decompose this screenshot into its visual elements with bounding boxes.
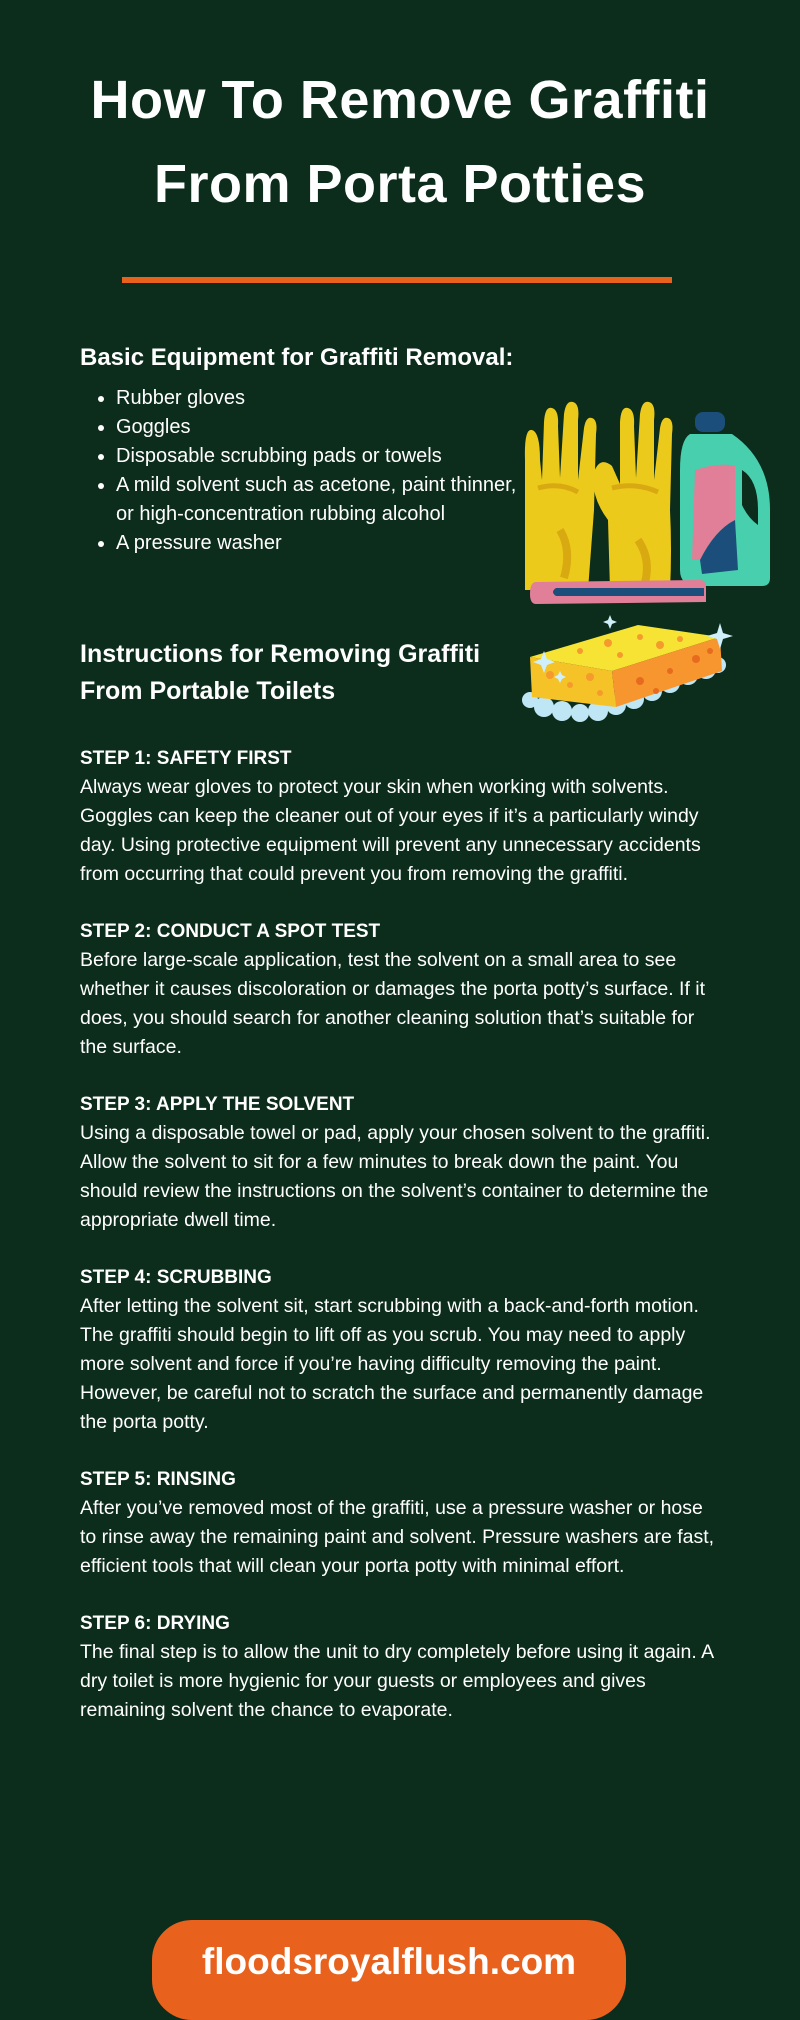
equipment-heading: Basic Equipment for Graffiti Removal:: [80, 344, 514, 371]
step-item: [80, 1264, 720, 1437]
steps-list: [80, 745, 720, 1754]
step-title: STEP 1: SAFETY FIRST: [80, 748, 292, 769]
title-line-1: How To Remove Graffiti: [90, 70, 710, 130]
step-item: [80, 745, 720, 889]
cleaning-supplies-icon: [520, 400, 770, 610]
equipment-item: • Disposable scrubbing pads or towels: [116, 442, 536, 471]
step-body: Before large-scale application, test the solvent on a small area to see whether it causes discoloration or damages the porta potty’s surface. If it does, you should search for another cleaning solution that’s suitable for the surface.: [80, 949, 706, 1058]
rubber-glove-icon: [593, 402, 672, 590]
title-line-2: From Porta Potties: [153, 154, 647, 214]
step-body: The final step is to allow the unit to dry completely before using it again. A dry toilet is more hygienic for your guests or employees and gives remaining solvent the chance to evaporate.: [80, 1641, 714, 1721]
step-body: After letting the solvent sit, start scrubbing with a back-and-forth motion. The graffiti should begin to lift off as you scrub. You may need to apply more solvent and force if you’re having difficulty removing the paint. However, be careful not to scratch the surface and permanently damage the porta potty.: [80, 1295, 704, 1433]
step-title: STEP 6: DRYING: [80, 1613, 230, 1634]
detergent-bottle-icon: [680, 412, 770, 586]
equipment-item: • A pressure washer: [116, 529, 536, 558]
step-body: After you’ve removed most of the graffiti, use a pressure washer or hose to rinse away the remaining paint and solvent. Pressure washers are fast, efficient tools that will clean your porta potty with minimal effort.: [80, 1497, 715, 1577]
step-body: Always wear gloves to protect your skin when working with solvents. Goggles can keep the cleaner out of your eyes if it’s a particularly windy day. Using protective equipment will prevent any unnecessary accidents from occurring that could prevent you from removing the graffiti.: [80, 776, 701, 885]
website-link-button[interactable]: floodsroyalflush.com: [152, 1920, 626, 2020]
towel-icon: [530, 580, 706, 604]
equipment-item: • Rubber gloves: [116, 384, 536, 413]
step-body: Using a disposable towel or pad, apply your chosen solvent to the graffiti. Allow the solvent to sit for a few minutes to break down the paint. You should review the instructions on the solvent’s container to determine the appropriate dwell time.: [80, 1122, 711, 1231]
rubber-glove-icon: [525, 402, 597, 590]
step-item: [80, 1610, 720, 1725]
equipment-item: • Goggles: [116, 413, 536, 442]
step-title: STEP 4: SCRUBBING: [80, 1267, 272, 1288]
step-title: STEP 5: RINSING: [80, 1469, 236, 1490]
step-item: [80, 918, 720, 1062]
step-item: [80, 1466, 720, 1581]
page-title: [0, 58, 800, 226]
step-title: STEP 2: CONDUCT A SPOT TEST: [80, 921, 381, 942]
equipment-item: • A mild solvent such as acetone, paint thinner, or high-concentration rubbing alcohol: [116, 471, 536, 529]
instructions-heading: Instructions for Removing Graffiti From Portable Toilets: [80, 640, 481, 705]
step-item: [80, 1091, 720, 1235]
title-divider: [122, 277, 672, 283]
step-title: STEP 3: APPLY THE SOLVENT: [80, 1094, 355, 1115]
equipment-list: [80, 384, 536, 558]
sponge-icon: [520, 615, 735, 730]
